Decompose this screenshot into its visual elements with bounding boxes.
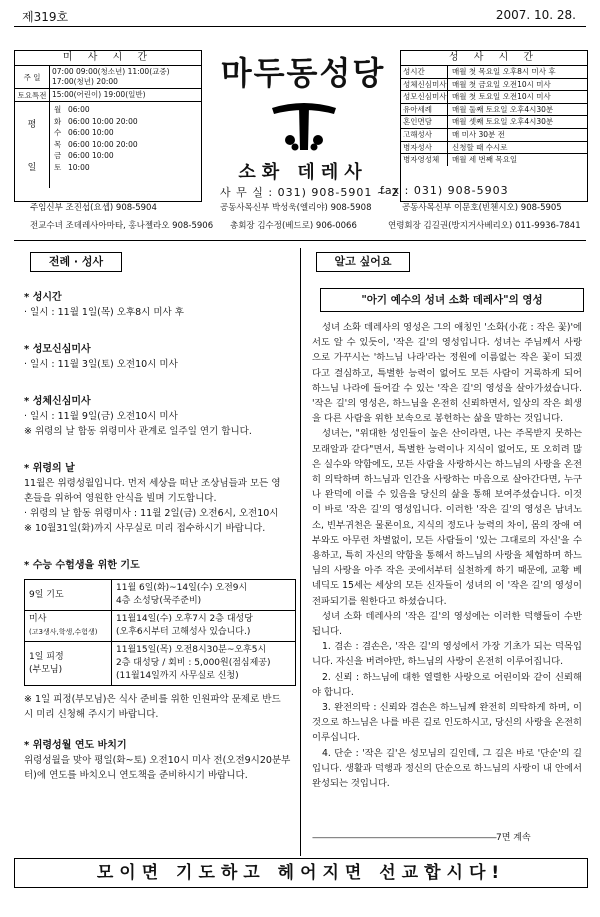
issue-number: 제319호 — [22, 10, 69, 24]
sacrament-row: 성모신심미사 매월 첫 토요일 오전10시 미사 — [401, 91, 587, 104]
exam-row-label: 9일 기도 — [25, 580, 112, 611]
sunday-times-2: 17:00(청년) 20:00 — [52, 77, 118, 86]
exam-row-label: 미사 — [29, 614, 47, 624]
issue-date: 2007. 10. 28. — [495, 8, 576, 22]
staff-president: 총회장 김수정(베드로) 906-0066 — [230, 221, 357, 231]
continued-note: ———————————————————————7면 계속 — [312, 833, 531, 843]
table-row: 9일 기도 11월 6일(화)~14일(수) 오전9시 4층 소성당(묵주준비) — [25, 580, 296, 611]
sacrament-row: 성체신심미사 매월 첫 금요일 오전10시 미사 — [401, 79, 587, 92]
article-paragraph: 성녀 소화 데레사의 '작은 길'의 영성에는 이러한 덕행들이 수반됩니다. — [312, 610, 582, 638]
retreat-note: ※ 1일 피정(부모님)은 식사 준비를 위한 인원파악 문제로 반드 — [24, 694, 281, 705]
staff-funeral: 연령회장 김길권(방지거사베리오) 011-9936-7841 — [388, 221, 581, 231]
weekday-label-bottom: 일 — [27, 163, 37, 173]
mass-times-box — [14, 50, 202, 202]
sacrament-row: 유아세례 매월 둘째 토요일 오후4시30분 — [401, 104, 587, 117]
liturgy-header: 전례 · 성사 — [30, 252, 122, 272]
marian-mass-title: * 성모신심미사 — [24, 344, 91, 355]
fax-number: fax : 031) 908-5903 — [380, 184, 509, 197]
sacrament-row: 병자성사 신청할 때 수시로 — [401, 142, 587, 155]
column-divider — [300, 248, 301, 856]
staff-priest-1: 공동사목신부 박성욱(엘리야) 908-5908 — [220, 203, 372, 213]
sacraments-title: 성 사 시 간 — [401, 51, 587, 66]
article-title: "아기 예수의 성녀 소화 데레사"의 영성 — [320, 288, 584, 312]
weekday-row: 토 10:00 — [54, 162, 90, 172]
staff-line-1 — [30, 201, 590, 213]
all-souls-line: 11월은 위령성월입니다. 먼저 세상을 떠난 조상님들과 모든 영 — [24, 478, 281, 489]
weekday-label-top: 평 — [27, 120, 37, 130]
staff-priest-2: 공동사목신부 이문호(빈첸시오) 908-5905 — [402, 203, 562, 213]
staff-pastor: 주임신부 조진섭(요셉) 908-5904 — [30, 203, 157, 213]
left-column — [24, 290, 294, 783]
article-paragraph: 2. 신뢰 : 하느님에 대한 열렬한 사랑으로 어린이와 같이 신뢰해야 합니다. — [312, 671, 582, 698]
sacrament-row: 병자영성체 매월 세 번째 목요일 — [403, 155, 518, 165]
office-phone: 사 무 실 : 031) 908-5901 ~ 2 — [220, 186, 400, 199]
all-souls-title: * 위령의 날 — [24, 463, 75, 474]
eucharist-mass-note: ※ 위령의 날 합동 위령미사 관계로 일주일 연기 합니다. — [24, 426, 252, 437]
sacrament-row: 혼인면담 매월 셋째 토요일 오후4시30분 — [401, 116, 587, 129]
marian-mass-date: · 일시 : 11월 3일(토) 오전10시 미사 — [24, 359, 178, 370]
article-paragraph: 성녀 소화 데레사의 영성은 그의 애칭인 '소화(小花 : 작은 꽃)'에서도 알 수 있듯이, '작은 길'의 영성입니다. 성녀는 주님께서 사랑으로 가꾸시는 '하느님 나라'라는 정원에 이름없는 작은 꽃이 되겠다고 결심하고, 특별한 능력이 없어도 모든 사람이 거룩하게 되어 하느님 나라에 들어갈 수 있는 '작은 길'의 영성을 살아가셨습니다. '작은 길'의 영성은, 하느님을 온전히 신뢰하면서, 일상의 작은 희생을 다른 사람을 위한 보속으로 봉헌하는 삶을 말하는 것입니다. — [312, 322, 582, 425]
article-paragraph: 4. 단순 : '작은 길'은 성모님의 길인데, 그 길은 바로 '단순'의 길입니다. 생활과 덕행과 정신의 단순으로 하느님의 사랑이 내 안에서 완성되는 것입니다. — [312, 747, 582, 790]
holy-hour-title: * 성시간 — [24, 292, 62, 303]
staff-sisters: 전교수녀 조데레사아마타, 홍나젤라오 908-5906 — [30, 221, 214, 231]
faq-header: 알고 싶어요 — [316, 252, 410, 272]
eucharist-mass-date: · 일시 : 11월 9일(금) 오전10시 미사 — [24, 411, 178, 422]
yeondo-line: 위령성월을 맞아 평일(화~토) 오전10시 미사 전(오전9시20분부 — [24, 755, 291, 766]
exam-prayer-table — [24, 579, 296, 686]
patron-saint: 소화 데레사 — [238, 162, 368, 183]
exam-row-label: 1일 피정 — [29, 651, 64, 662]
section-rule — [14, 240, 586, 241]
weekday-row: 월 06:00 — [54, 105, 90, 114]
article-paragraph: 성녀는, "위대한 성인들이 높은 산이라면, 나는 주목받지 못하는 모래알과 같다"면서, 특별한 능력이나 지식이 없어도, 또 오히려 많은 실수와 약함에도, 모든 사람을 사랑하시는 하느님의 사랑을 온전히 의탁하며 하느님과 인간을 사랑하는 마음으로 살아간다면, 누구나 완덕에 이를 수 있음을 당신의 삶을 통해 보여주셨습니다. 이것이 바로 '작은 길'의 영성입니다. 이러한 '작은 길'의 영성은 남녀노소, 빈부귀천은 물론이요, 지식의 정도나 능력의 차이, 몸의 장애 여부와도 아무런 차별없이, 모든 사람들이 '있는 그대로의 자신'을 수용하고, 특히 자신의 약함을 통해서 하느님의 사랑을 체험하며 하느님의 사랑을 아주 작은 곳에서부터 실천하게 하기 때문에, 교황 베네딕도 15세는 세상의 모든 신자들이 성녀의 이 '작은 길'의 영성이 전파되기를 원한다고 하셨습니다. — [312, 428, 582, 607]
article-paragraph: 1. 겸손 : 겸손은, '작은 길'의 영성에서 가장 기초가 되는 덕목입니다. 자신을 버려야만, 하느님의 사랑이 온전히 이루어집니다. — [312, 641, 582, 668]
all-souls-note: ※ 10월31일(화)까지 사무실로 미리 접수하시기 바랍니다. — [24, 523, 266, 534]
yeondo-line: 터)에 연도를 바치오니 연도책을 준비하시기 바랍니다. — [24, 770, 248, 781]
cross-logo-icon — [268, 86, 340, 158]
sacrament-row: 고해성사 매 미사 30분 전 — [401, 129, 587, 142]
article-body — [312, 320, 582, 791]
footer-slogan: 모이면 기도하고 헤어지면 선교합시다! — [14, 858, 588, 888]
staff-line-2 — [30, 219, 590, 231]
weekday-row: 금 06:00 10:00 — [54, 151, 114, 160]
sacrament-row: 성시간 매월 첫 목요일 오후8시 미사 후 — [401, 66, 587, 79]
sacraments-box — [400, 50, 588, 202]
weekday-row: 목 06:00 10:00 20:00 — [54, 139, 138, 149]
parish-name: 마두동성당 — [220, 54, 386, 92]
top-rule — [14, 26, 586, 27]
saturday-times: 15:00(어린이) 19:00(일반) — [52, 90, 146, 99]
saturday-label: 토요특전 — [15, 89, 50, 101]
eucharist-mass-title: * 성체신심미사 — [24, 396, 91, 407]
article-paragraph: 3. 완전의탁 : 신뢰와 겸손은 하느님께 완전히 의탁하게 하며, 이것으로 하느님은 나를 바른 길로 인도하시고, 당신의 사랑을 온전히 이루십니다. — [312, 702, 582, 744]
sunday-label: 주 일 — [15, 66, 50, 88]
all-souls-mass: · 위령의 날 합동 위령미사 : 11월 2일(금) 오전6시, 오전10시 — [24, 508, 279, 519]
table-row: 1일 피정 (부모님) 11월15일(목) 오전8시30분~오후5시 2층 대성당 / 회비 : 5,000원(점심제공) (11월14일까지 사무실로 신청) — [25, 642, 296, 686]
all-souls-line: 혼들을 위하여 영원한 안식을 빌며 기도합니다. — [24, 493, 217, 504]
exam-prayer-title: * 수능 수험생을 위한 기도 — [24, 560, 140, 571]
weekday-row: 화 06:00 10:00 20:00 — [54, 116, 138, 126]
retreat-note: 시 미리 신청해 주시기 바랍니다. — [24, 709, 159, 720]
weekday-row: 수 06:00 10:00 — [54, 128, 114, 137]
mass-times-title: 미 사 시 간 — [15, 51, 201, 66]
table-row: 미사 (고3생사,학생,수험생) 11월14일(수) 오후7시 2층 대성당 (오후6시부터 고해성사 있습니다.) — [25, 611, 296, 642]
sunday-times-1: 07:00 09:00(청소년) 11:00(교중) — [52, 67, 170, 76]
holy-hour-date: · 일시 : 11월 1일(목) 오후8시 미사 후 — [24, 307, 184, 318]
yeondo-title: * 위령성월 연도 바치기 — [24, 740, 127, 751]
